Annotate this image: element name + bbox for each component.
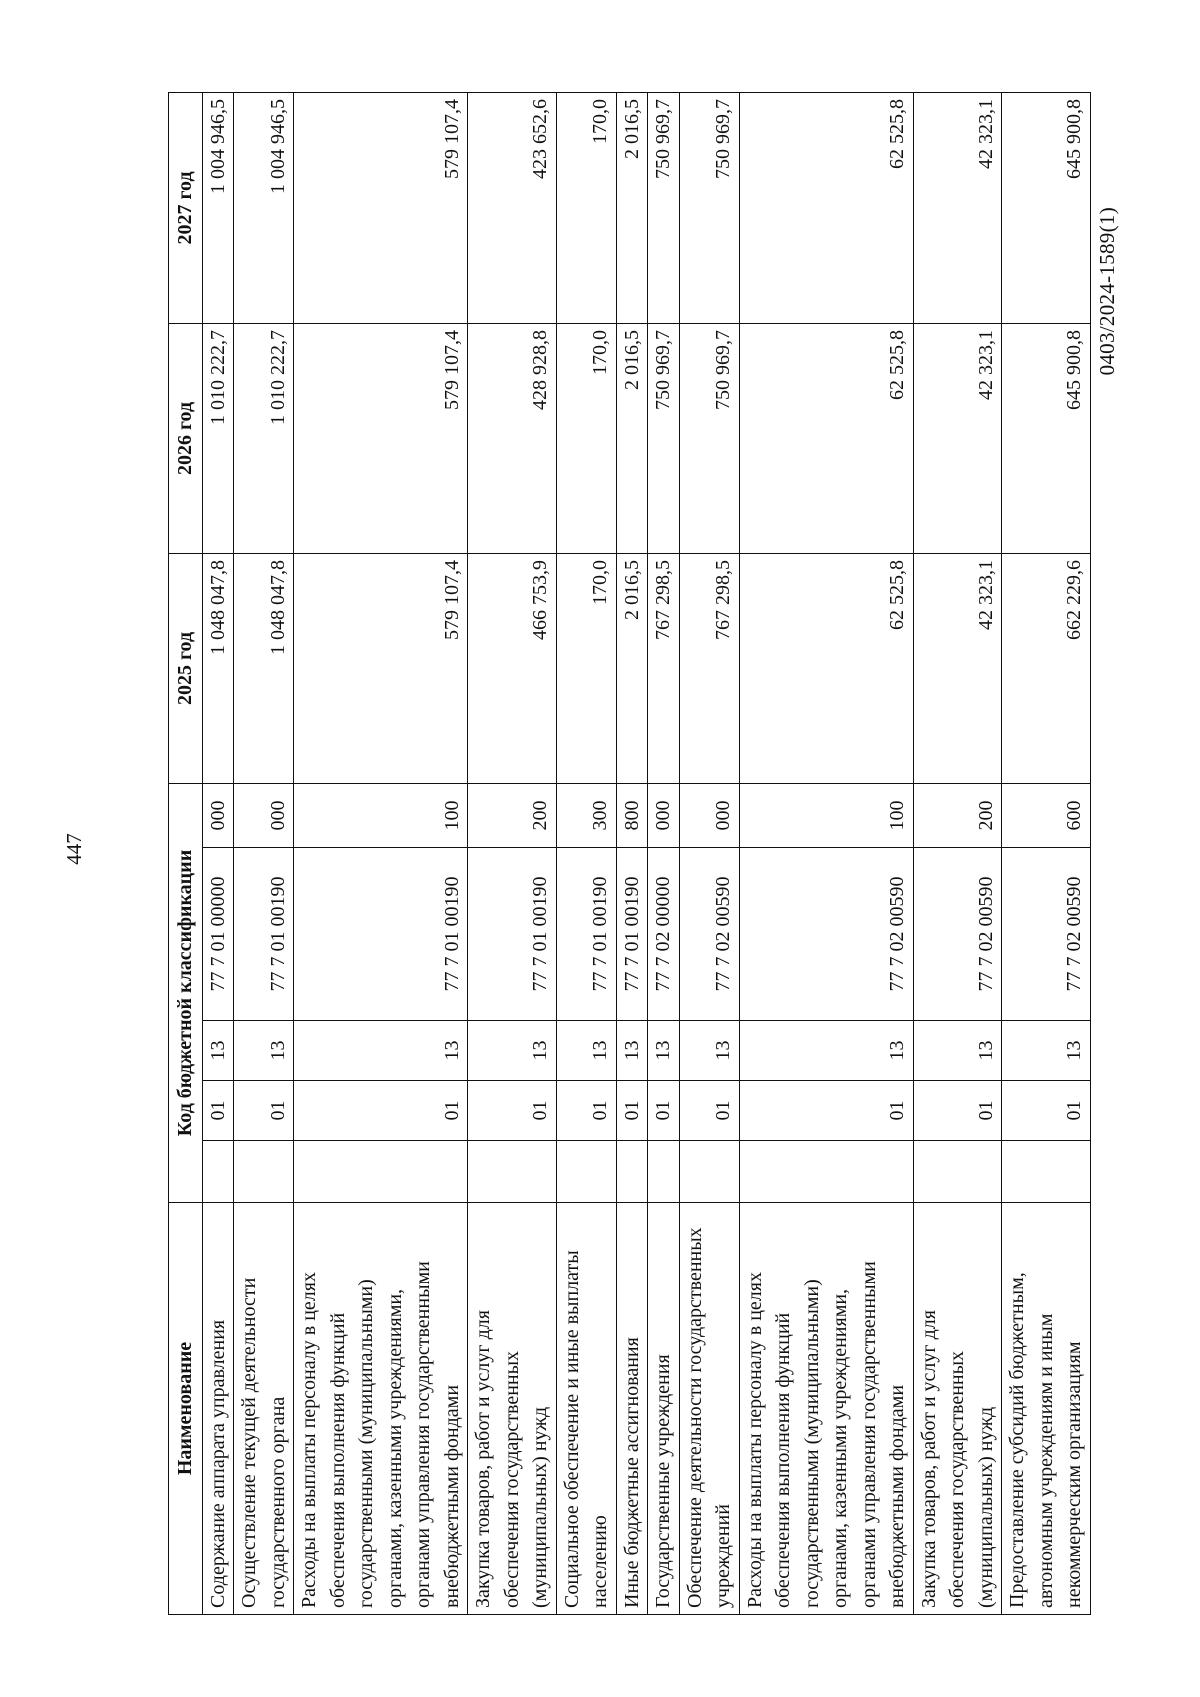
- value-2025: 170,0: [556, 553, 616, 783]
- code-expense-type: 100: [739, 783, 913, 847]
- value-2027: 750 969,7: [648, 92, 680, 323]
- row-name: Закупка товаров, работ и услуг для обеспечения государственных (муниципальных) нужд: [468, 1203, 557, 1615]
- row-name: Государственные учреждения: [648, 1203, 680, 1615]
- value-2027: 423 652,6: [468, 92, 557, 323]
- code-section: 01: [556, 1081, 616, 1141]
- value-2026: 170,0: [556, 323, 616, 553]
- value-2027: 1 004 946,5: [202, 92, 234, 323]
- code-spacer: [616, 1141, 648, 1203]
- row-name: Иные бюджетные ассигнования: [616, 1203, 648, 1615]
- code-subsection: 13: [739, 1021, 913, 1081]
- code-subsection: 13: [616, 1021, 648, 1081]
- table-row: [294, 92, 468, 1614]
- code-spacer: [648, 1141, 680, 1203]
- code-expense-type: 000: [234, 783, 294, 847]
- value-2025: 767 298,5: [648, 553, 680, 783]
- code-subsection: 13: [556, 1021, 616, 1081]
- code-expense-type: 000: [648, 783, 680, 847]
- code-target-article: 77 7 01 00190: [468, 848, 557, 1021]
- code-section: 01: [1002, 1081, 1091, 1141]
- code-target-article: 77 7 02 00590: [739, 848, 913, 1021]
- value-2025: 2 016,5: [616, 553, 648, 783]
- row-name: Социальное обеспечение и иные выплаты населению: [556, 1203, 616, 1615]
- document-code: 0403/2024-1589(1): [1095, 207, 1119, 376]
- value-2027: 42 323,1: [913, 92, 1002, 323]
- code-target-article: 77 7 01 00190: [616, 848, 648, 1021]
- row-name: Обеспечение деятельности государственных учреждений: [679, 1203, 739, 1615]
- code-subsection: 13: [679, 1021, 739, 1081]
- row-name: Осуществление текущей деятельности государственного органа: [234, 1203, 294, 1615]
- value-2025: 466 753,9: [468, 553, 557, 783]
- budget-table: [168, 92, 1091, 1615]
- code-spacer: [468, 1141, 557, 1203]
- code-expense-type: 100: [294, 783, 468, 847]
- code-spacer: [1002, 1141, 1091, 1203]
- row-name: Расходы на выплаты персоналу в целях обеспечения выполнения функций государственными (муниципальными) органами, казенными учреждениями, органами управления государственными внебюджетными фондами: [294, 1203, 468, 1615]
- value-2027: 579 107,4: [294, 92, 468, 323]
- table-row: [202, 92, 234, 1614]
- code-expense-type: 600: [1002, 783, 1091, 847]
- value-2026: 579 107,4: [294, 323, 468, 553]
- header-name: Наименование: [169, 1203, 203, 1615]
- header-2026: 2026 год: [169, 323, 203, 553]
- code-subsection: 13: [913, 1021, 1002, 1081]
- table-body: [202, 92, 1090, 1614]
- value-2026: 62 525,8: [739, 323, 913, 553]
- code-target-article: 77 7 02 00590: [679, 848, 739, 1021]
- value-2026: 1 010 222,7: [202, 323, 234, 553]
- code-spacer: [294, 1141, 468, 1203]
- value-2027: 750 969,7: [679, 92, 739, 323]
- code-expense-type: 300: [556, 783, 616, 847]
- value-2025: 579 107,4: [294, 553, 468, 783]
- code-expense-type: 200: [913, 783, 1002, 847]
- code-spacer: [679, 1141, 739, 1203]
- value-2025: 1 048 047,8: [234, 553, 294, 783]
- value-2027: 2 016,5: [616, 92, 648, 323]
- code-spacer: [202, 1141, 234, 1203]
- table-row: [913, 92, 1002, 1614]
- code-section: 01: [234, 1081, 294, 1141]
- code-spacer: [556, 1141, 616, 1203]
- value-2026: 750 969,7: [679, 323, 739, 553]
- row-name: Расходы на выплаты персоналу в целях обеспечения выполнения функций государственными (муниципальными) органами, казенными учреждениями, органами управления государственными внебюджетными фондами: [739, 1203, 913, 1615]
- table-row: [739, 92, 913, 1614]
- table-row: [616, 92, 648, 1614]
- code-target-article: 77 7 02 00590: [1002, 848, 1091, 1021]
- code-target-article: 77 7 01 00190: [556, 848, 616, 1021]
- table-row: [468, 92, 557, 1614]
- header-code: Код бюджетной классификации: [169, 783, 203, 1202]
- code-section: 01: [739, 1081, 913, 1141]
- code-target-article: 77 7 02 00000: [648, 848, 680, 1021]
- code-expense-type: 800: [616, 783, 648, 847]
- code-target-article: 77 7 01 00190: [234, 848, 294, 1021]
- value-2027: 62 525,8: [739, 92, 913, 323]
- value-2025: 767 298,5: [679, 553, 739, 783]
- code-spacer: [234, 1141, 294, 1203]
- code-section: 01: [202, 1081, 234, 1141]
- value-2027: 1 004 946,5: [234, 92, 294, 323]
- table-row: [1002, 92, 1091, 1614]
- code-subsection: 13: [1002, 1021, 1091, 1081]
- value-2026: 645 900,8: [1002, 323, 1091, 553]
- code-spacer: [913, 1141, 1002, 1203]
- code-subsection: 13: [202, 1021, 234, 1081]
- code-subsection: 13: [234, 1021, 294, 1081]
- header-2027: 2027 год: [169, 92, 203, 323]
- value-2026: 1 010 222,7: [234, 323, 294, 553]
- table-row: [679, 92, 739, 1614]
- code-subsection: 13: [648, 1021, 680, 1081]
- value-2025: 42 323,1: [913, 553, 1002, 783]
- table-header-row: [169, 92, 203, 1614]
- code-subsection: 13: [468, 1021, 557, 1081]
- value-2026: 2 016,5: [616, 323, 648, 553]
- row-name: Содержание аппарата управления: [202, 1203, 234, 1615]
- code-expense-type: 200: [468, 783, 557, 847]
- value-2025: 62 525,8: [739, 553, 913, 783]
- table-row: [648, 92, 680, 1614]
- page-number: 447: [62, 833, 86, 865]
- code-section: 01: [468, 1081, 557, 1141]
- code-section: 01: [616, 1081, 648, 1141]
- code-subsection: 13: [294, 1021, 468, 1081]
- value-2025: 1 048 047,8: [202, 553, 234, 783]
- table-row: [556, 92, 616, 1614]
- code-section: 01: [679, 1081, 739, 1141]
- code-expense-type: 000: [202, 783, 234, 847]
- code-spacer: [739, 1141, 913, 1203]
- row-name: Закупка товаров, работ и услуг для обеспечения государственных (муниципальных) нужд: [913, 1203, 1002, 1615]
- code-target-article: 77 7 01 00190: [294, 848, 468, 1021]
- code-target-article: 77 7 01 00000: [202, 848, 234, 1021]
- code-section: 01: [913, 1081, 1002, 1141]
- value-2026: 428 928,8: [468, 323, 557, 553]
- value-2026: 750 969,7: [648, 323, 680, 553]
- code-section: 01: [294, 1081, 468, 1141]
- code-target-article: 77 7 02 00590: [913, 848, 1002, 1021]
- value-2027: 170,0: [556, 92, 616, 323]
- row-name: Предоставление субсидий бюджетным, автономным учреждениям и иным некоммерческим организациям: [1002, 1203, 1091, 1615]
- value-2026: 42 323,1: [913, 323, 1002, 553]
- header-2025: 2025 год: [169, 553, 203, 783]
- code-expense-type: 000: [679, 783, 739, 847]
- table-row: [234, 92, 294, 1614]
- code-section: 01: [648, 1081, 680, 1141]
- value-2027: 645 900,8: [1002, 92, 1091, 323]
- value-2025: 662 229,6: [1002, 553, 1091, 783]
